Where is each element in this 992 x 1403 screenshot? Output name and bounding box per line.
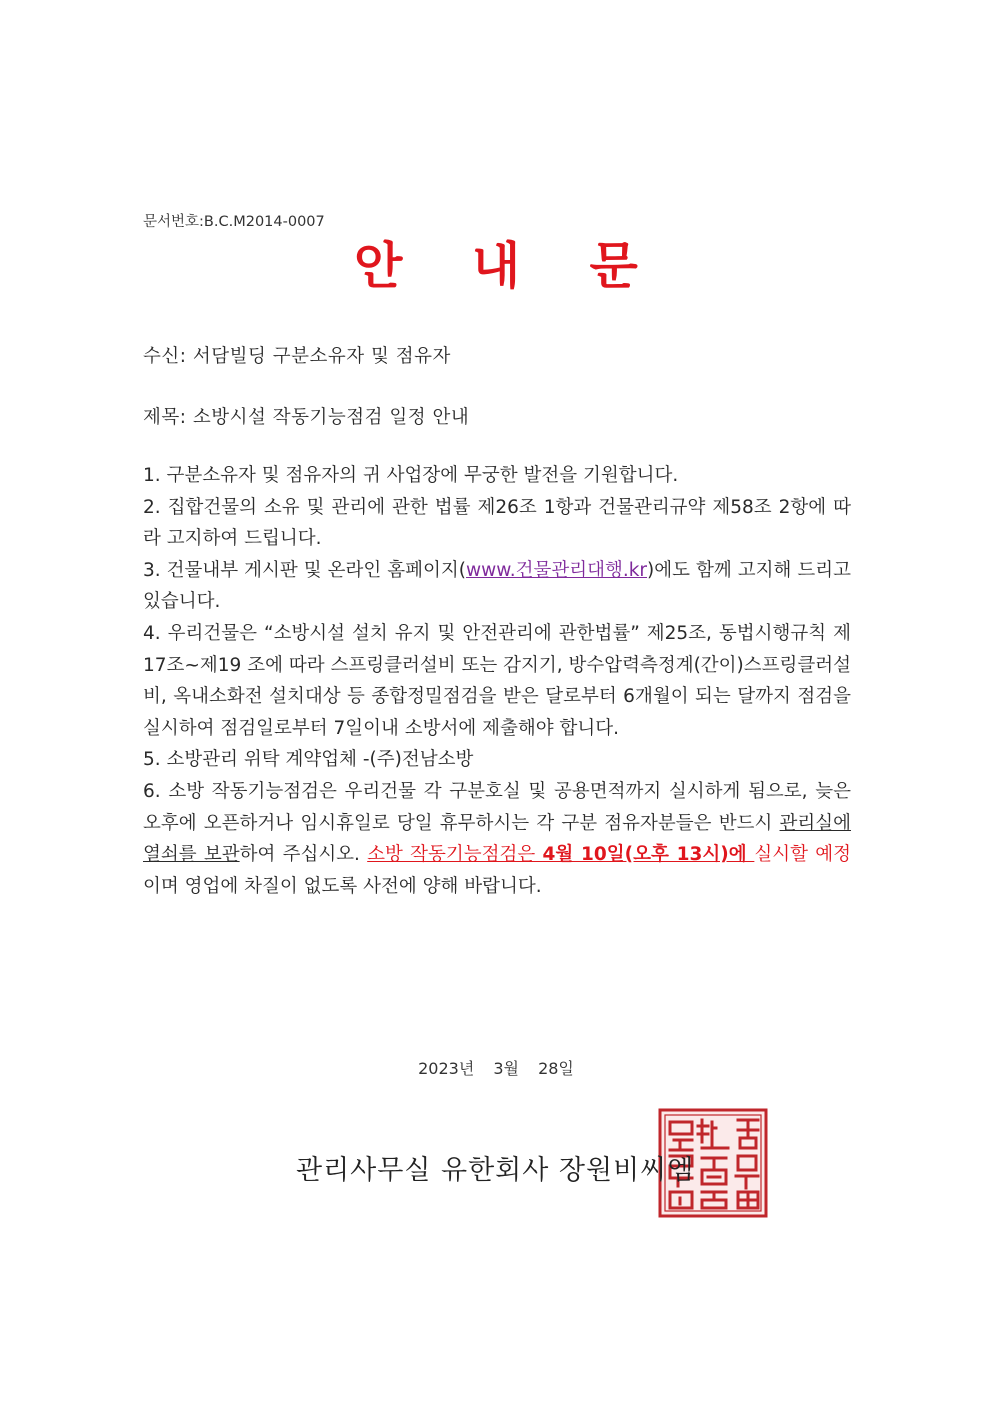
inspection-highlight: 소방 작동기능점검은	[367, 844, 543, 866]
notice-item-6-tail: 이며 영업에 차질이 없도록 사전에 양해 바랍니다.	[143, 875, 542, 897]
notice-body	[143, 460, 851, 902]
notice-item-1: 1. 구분소유자 및 점유자의 귀 사업장에 무궁한 발전을 기원합니다.	[143, 465, 679, 486]
notice-item-4: 4. 우리건물은 “소방시설 설치 유지 및 안전관리에 관한법률” 제25조, 동법시행규칙 제17조~제19 조에 따라 스프링클러설비 또는 감지기, 방수압력측정계(간이)스프링클러설비, 옥내소화전 설치대상 등 종합정밀점검을 받은 달로부터 6개월이 되는 달까지 점검을 실시하여 점검일로부터 7일이내 소방서에 제출해야 합니다.	[143, 622, 851, 739]
issue-date: 2023년 3월 28일	[418, 1059, 574, 1078]
inspection-scheduled: 실시할 예정	[754, 844, 851, 866]
notice-item-3-text: 3. 건물내부 게시판 및 온라인 홈페이지(	[143, 559, 467, 581]
notice-item-6	[143, 776, 851, 902]
notice-item-6-text: 6. 소방 작동기능점검은 우리건물 각 구분호실 및 공용면적까지 실시하게 됨으로, 늦은 오후에 오픈하거나 임시휴일로 당일 휴무하시는 각 구분 점유자분들은 반드시	[143, 780, 851, 834]
notice-item-6-text-2: 하여 주십시오.	[239, 844, 368, 866]
page-title: 안 내 문	[354, 237, 664, 295]
homepage-link[interactable]: www.건물관리대행.kr	[466, 559, 648, 581]
notice-item-5: 5. 소방관리 위탁 계약업체 -(주)전남소방	[143, 749, 474, 771]
document-number: 문서번호:B.C.M2014-0007	[143, 214, 325, 230]
notice-item-2: 2. 집합건물의 소유 및 관리에 관한 법률 제26조 1항과 건물관리규약 제58조 2항에 따라 고지하여 드립니다.	[143, 496, 851, 550]
key-storage-notice: 관리실에 열쇠를 보관	[143, 812, 851, 866]
recipient-line: 수신: 서담빌딩 구분소유자 및 점유자	[143, 346, 451, 367]
issuer-signature: 관리사무실 유한회사 장원비씨엠	[296, 1155, 695, 1186]
notice-item-3-tail: )에도 함께 고지해 드리고 있습니다.	[143, 559, 851, 613]
notice-item-3	[143, 555, 851, 618]
subject-line: 제목: 소방시설 작동기능점검 일정 안내	[143, 407, 470, 428]
inspection-date: 4월 10일(오후 13시)에	[542, 844, 755, 866]
